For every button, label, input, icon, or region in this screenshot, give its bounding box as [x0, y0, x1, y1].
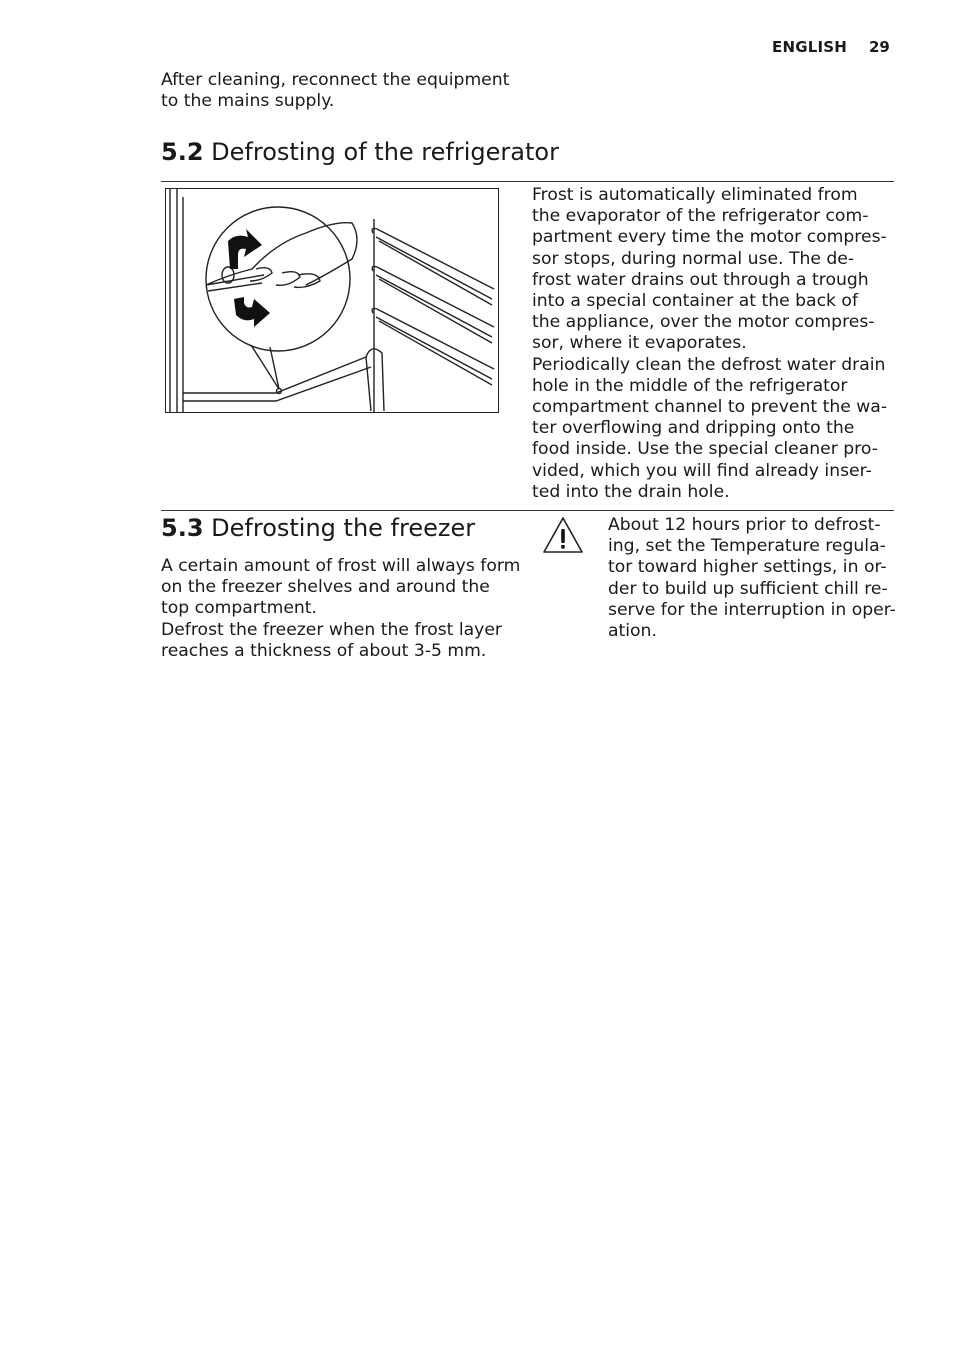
warning-line: serve for the interruption in oper-: [608, 599, 896, 620]
warning-line: ation.: [608, 621, 657, 642]
section-5-2-heading: [161, 138, 559, 166]
section-number: 5.3: [161, 514, 204, 542]
body-line: compartment channel to prevent the wa-: [532, 397, 888, 418]
section-5-2-body: [532, 185, 887, 503]
drain-hole-cleaning-illustration: [165, 188, 499, 413]
warning-triangle-icon: [542, 516, 584, 554]
body-line: ted into the drain hole.: [532, 481, 730, 502]
body-line: partment every time the motor compres-: [532, 227, 887, 248]
section-title: Defrosting of the refrigerator: [211, 138, 559, 166]
body-line: frost water drains out through a trough: [532, 269, 869, 290]
page-number: 29: [869, 38, 890, 56]
body-line: ter overflowing and dripping onto the: [532, 418, 855, 439]
body-line: on the freezer shelves and around the: [161, 577, 490, 598]
section-divider: [161, 181, 894, 182]
section-5-3-body: [161, 556, 520, 662]
body-line: sor, where it evaporates.: [532, 333, 747, 354]
intro-paragraph: [161, 70, 509, 112]
intro-line: to the mains supply.: [161, 91, 335, 112]
warning-line: tor toward higher settings, in or-: [608, 557, 887, 578]
section-divider: [161, 510, 894, 511]
body-line: hole in the middle of the refrigerator: [532, 375, 848, 396]
body-line: reaches a thickness of about 3-5 mm.: [161, 640, 487, 661]
section-title: Defrosting the freezer: [211, 514, 476, 542]
section-5-3-heading: [161, 514, 475, 542]
warning-line: About 12 hours prior to defrost-: [608, 515, 881, 535]
body-line: A certain amount of frost will always form: [161, 556, 521, 576]
body-line: top compartment.: [161, 598, 317, 619]
warning-line: der to build up sufficient chill re-: [608, 578, 888, 599]
warning-line: ing, set the Temperature regula-: [608, 536, 886, 557]
warning-note: [608, 515, 896, 642]
body-line: vided, which you will find already inser-: [532, 460, 872, 481]
intro-line: After cleaning, reconnect the equipment: [161, 70, 510, 90]
body-line: into a special container at the back of: [532, 291, 859, 312]
body-line: Frost is automatically eliminated from: [532, 185, 858, 205]
body-line: Defrost the freezer when the frost layer: [161, 619, 502, 640]
body-line: sor stops, during normal use. The de-: [532, 248, 855, 269]
body-line: food inside. Use the special cleaner pro-: [532, 439, 878, 460]
header-language: ENGLISH: [772, 38, 848, 56]
body-line: Periodically clean the defrost water drain: [532, 354, 886, 375]
section-number: 5.2: [161, 138, 204, 166]
body-line: the evaporator of the refrigerator com-: [532, 206, 869, 227]
body-line: the appliance, over the motor compres-: [532, 312, 875, 333]
